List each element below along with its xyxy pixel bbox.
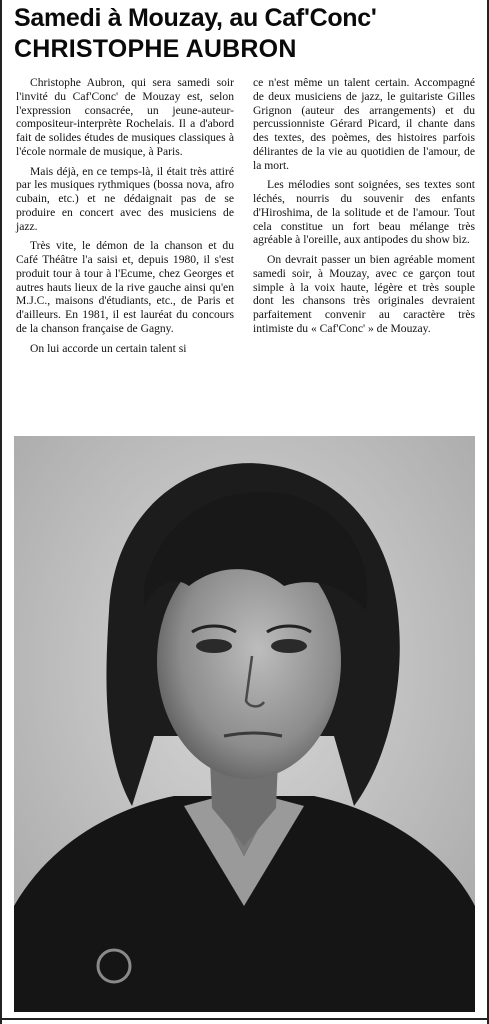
headline-line-1: Samedi à Mouzay, au Caf'Conc' <box>14 4 377 32</box>
paragraph: Mais déjà, en ce temps-là, il était très attiré par les musiques rythmiques (bossa nova, afro cubain, etc.) et ne dédaignait pas de se produire en concert avec des musiciens de jazz. <box>16 164 234 233</box>
article-column-right <box>253 76 475 336</box>
article-column-left <box>16 76 234 355</box>
headline <box>14 2 479 64</box>
paragraph: Christophe Aubron, qui sera samedi soir l'invité du Caf'Conc' de Mouzay est, selon l'expression consacrée, un jeune-auteur-compositeur-interprète Rochelais. Il a d'abord fait de solides études de musiques classiques à l'école normale de musique, à Paris. <box>16 76 234 158</box>
paragraph: On devrait passer un bien agréable moment samedi soir, à Mouzay, avec ce garçon tout simple à la voix haute, légère et très souple dont les chansons très originales devraient parfaitement convenir au caractère très intimiste du « Caf'Conc' » de Mouzay. <box>253 253 475 335</box>
paragraph: ce n'est même un talent certain. Accompagné de deux musiciens de jazz, le guitariste Gilles Grignon (auteur des arrangements) et du percussionniste Gérard Picard, il chante dans des textes, des poèmes, des histoires parfois délirantes de la vie au quotidien de l'amour, de la mort. <box>253 76 475 172</box>
paragraph: On lui accorde un certain talent si <box>30 341 187 355</box>
bottom-rule <box>0 1018 489 1020</box>
portrait-illustration <box>14 436 475 1012</box>
paragraph: Très vite, le démon de la chanson et du Café Théâtre l'a saisi et, depuis 1980, il s'est produit tour à tour à l'Ecume, chez Georges et autres hauts lieux de la rive gauche ainsi qu'en M.J.C., maisons d'étudiants, etc., de Paris et d'ailleurs. En 1981, il est lauréat du concours de la chanson française de Gagny. <box>16 239 234 335</box>
portrait-photo <box>14 436 475 1012</box>
paragraph: Les mélodies sont soignées, ses textes sont léchés, nourris du souvenir des enfants d'Hiroshima, de la solitude et de l'amour. Tout cela constitue un fort beau mélange très agréable à l'oreille, aux antipodes du show biz. <box>253 178 475 247</box>
headline-line-2: CHRISTOPHE AUBRON <box>14 35 297 63</box>
